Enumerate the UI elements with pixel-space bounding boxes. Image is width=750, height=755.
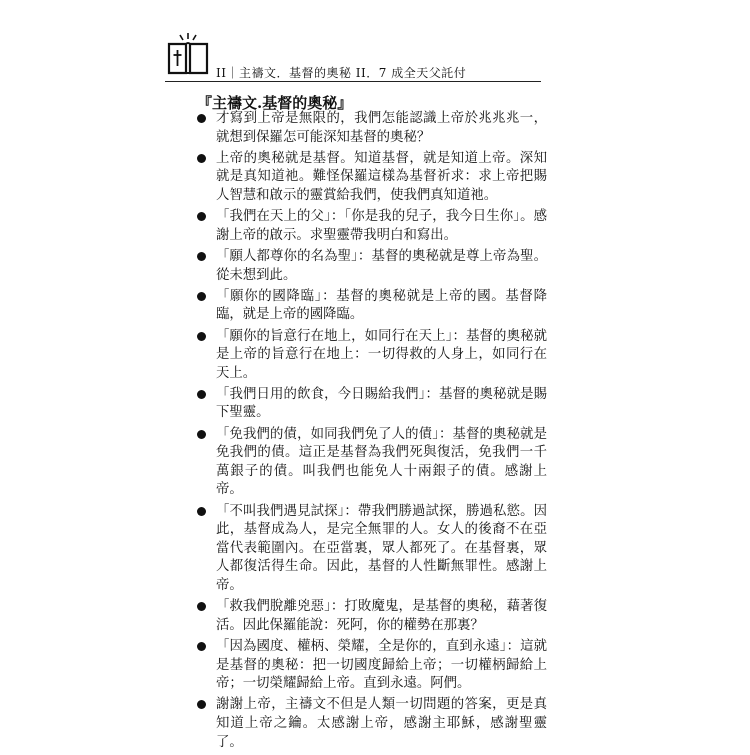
list-item — [195, 696, 547, 752]
bullet-icon — [197, 332, 206, 341]
bullet-icon — [197, 700, 206, 709]
bullet-icon — [197, 430, 206, 439]
bible-book-icon — [165, 30, 211, 76]
list-item — [195, 248, 547, 285]
header-rule — [165, 81, 541, 82]
list-item — [195, 503, 547, 596]
bullet-icon — [197, 642, 206, 651]
list-item-text: 「願你的國降臨」：基督的奧秘就是上帝的國。基督降臨，就是上帝的國降臨。 — [216, 288, 547, 323]
bullet-icon — [197, 252, 206, 261]
list-item-text: 上帝的奧秘就是基督。知道基督，就是知道上帝。深知就是真知道祂。難怪保羅這樣為基督祈求：求上帝把賜人智慧和啟示的靈賞給我們，使我們真知道祂。 — [216, 150, 547, 203]
list-item — [195, 288, 547, 325]
list-item — [195, 638, 547, 694]
list-item — [195, 426, 547, 500]
list-item-text: 「我們日用的飲食，今日賜給我們」：基督的奧秘就是賜下聖靈。 — [216, 386, 547, 421]
bullet-icon — [197, 212, 206, 221]
list-item-text: 「不叫我們遇見試探」：帶我們勝過試探，勝過私慾。因此，基督成為人，是完全無罪的人。女人的後裔不在亞當代表範圍內。在亞當裏，眾人都死了。在基督裏，眾人都復活得生命。因此，基督的人性斷無罪性。感謝上帝。 — [216, 503, 547, 593]
bullet-icon — [197, 292, 206, 301]
bullet-list — [195, 110, 547, 755]
list-item-text: 「我們在天上的父」：「你是我的兒子，我今日生你」。感謝上帝的啟示。求聖靈帶我明白和寫出。 — [216, 209, 547, 243]
list-item — [195, 386, 547, 423]
list-item — [195, 598, 547, 635]
list-item-text: 「願你的旨意行在地上，如同行在天上」：基督的奧秘就是上帝的旨意行在地上：一切得救的人身上，如同行在天上。 — [216, 328, 547, 381]
list-item-text: 「免我們的債，如同我們免了人的債」：基督的奧秘就是免我們的債。這正是基督為我們死與復活，免我們一千萬銀子的債。叫我們也能免人十兩銀子的債。感謝上帝。 — [216, 426, 547, 498]
bullet-icon — [197, 507, 206, 516]
list-item — [195, 208, 547, 245]
list-item — [195, 150, 547, 206]
bullet-icon — [197, 390, 206, 399]
list-item — [195, 110, 547, 147]
list-item — [195, 328, 547, 384]
list-item-text: 「因為國度、權柄、榮耀，全是你的，直到永遠」：這就是基督的奧秘：把一切國度歸給上帝；一切權柄歸給上帝；一切榮耀歸給上帝。直到永遠。阿們。 — [216, 638, 547, 692]
list-item-text: 「救我們脫離兇惡」：打敗魔鬼，是基督的奧秘，藉著復活。因此保羅能說：死阿，你的權勢在那裏？ — [216, 599, 547, 633]
bullet-icon — [197, 114, 206, 123]
running-head: II｜主禱文．基督的奧秘 II．7 成全天父託付 — [216, 66, 467, 80]
bullet-icon — [197, 154, 206, 163]
section-title: 『主禱文.基督的奧秘』 — [197, 94, 353, 112]
list-item-text: 才寫到上帝是無限的，我們怎能認識上帝於兆兆兆一，就想到保羅怎可能深知基督的奧秘？ — [216, 111, 547, 145]
bullet-icon — [197, 602, 206, 611]
list-item-text: 謝謝上帝，主禱文不但是人類一切問題的答案，更是真知道上帝之鑰。太感謝上帝，感謝主耶穌，感謝聖靈了。 — [216, 697, 547, 750]
list-item-text: 「願人都尊你的名為聖」：基督的奧秘就是尊上帝為聖。從未想到此。 — [216, 248, 547, 283]
